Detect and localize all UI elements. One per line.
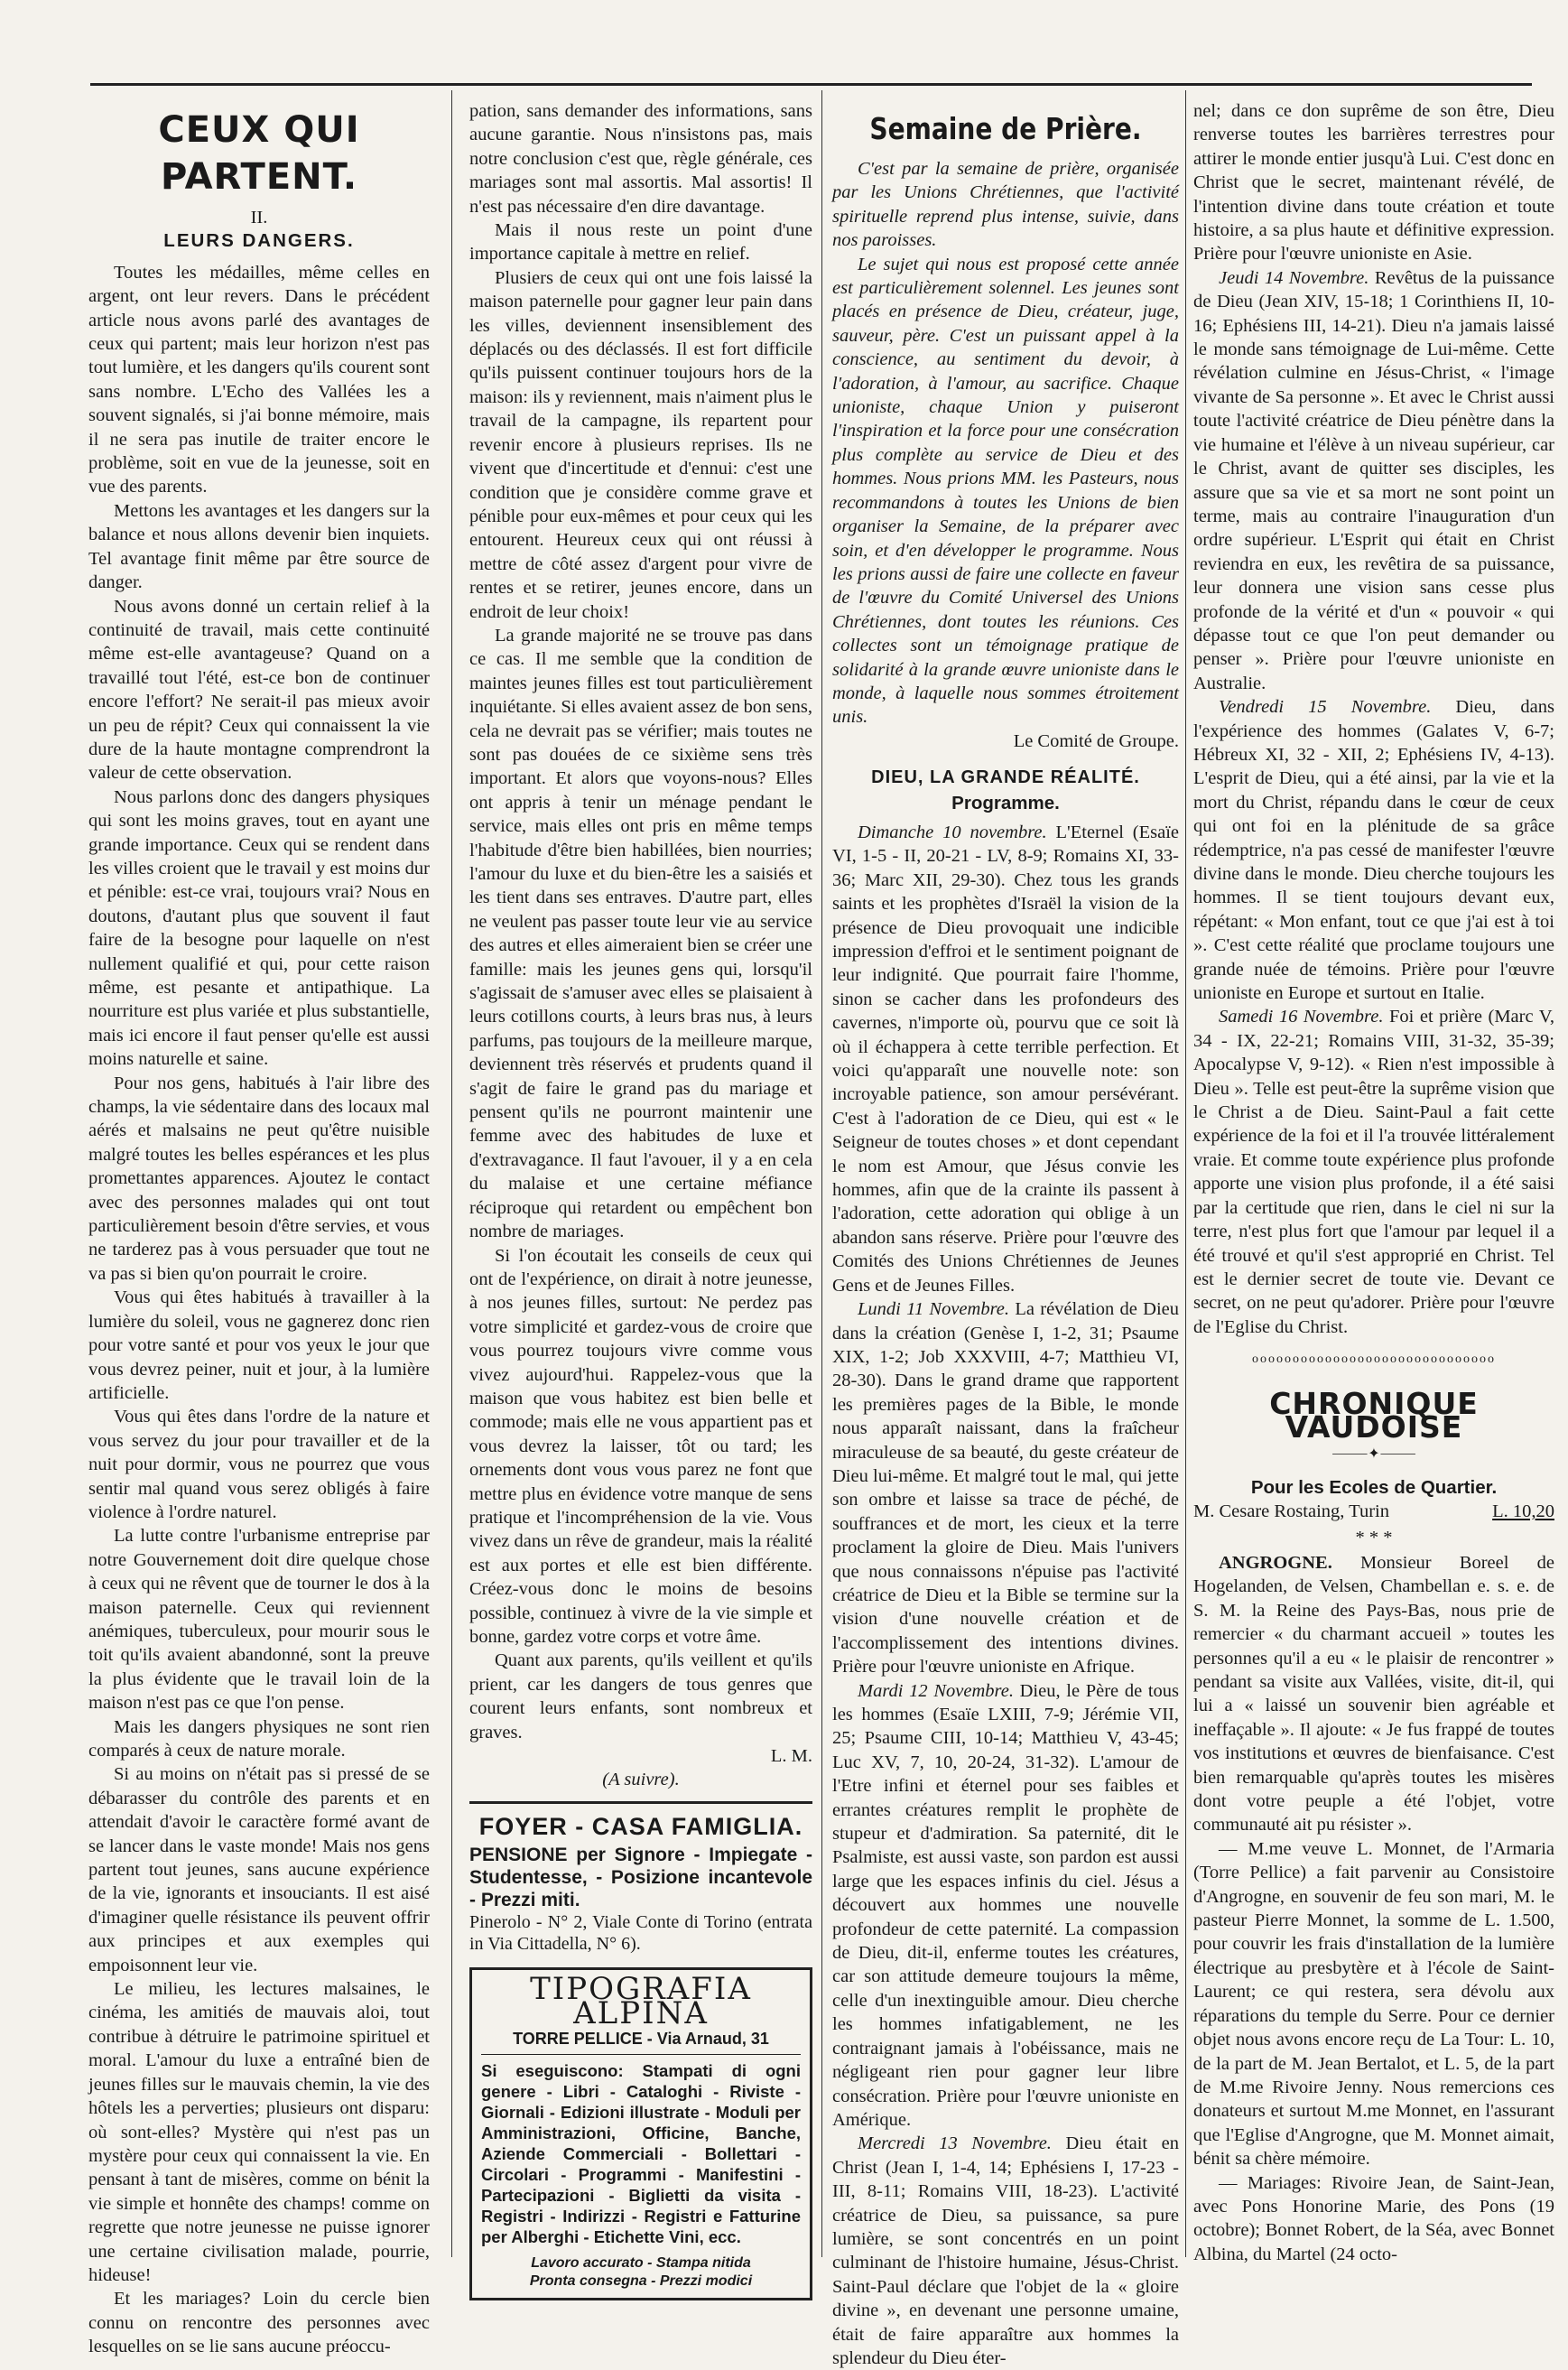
paragraph: Si l'on écoutait les conseils de ceux qui ont de l'expérience, on dirait à notre jeunesse, à nos jeunes filles, surtout: Ne perdez pas votre simplicité et gardez-vous de croire que vous pourrez toujours vivre comme vous vivez aujourd'hui. Rappelez-vous que la maison que vous habitez est bien belle et commode; mais elle ne vous appartient pas et vous devrez la laisser, tôt ou tard; les ornements dont vous vous parez ne font que mettre plus en évidence votre manque de sens pratique et l'incompréhension de la vie. Vous vivez dans un rêve de grandeur, mais la réalité est aux portes et elle est bien différente. Créez-vous donc le moins de besoins possible, continuez à vivre de la vie simple et bonne, gardez votre corps et votre âme. [469,1245,812,1647]
paragraph: Quant aux parents, qu'ils veillent et qu'ils prient, car les dangers de tous genres que courent leurs enfants, sont nombreux et graves. [469,1650,812,1743]
to-follow: (A suivre). [602,1770,680,1790]
news-text: — M.me veuve L. Monnet, de l'Armaria (Torre Pellice) a fait parvenir au Consistoire d'Angrogne, en souvenir de feu son mari, M. le pasteur Pierre Monnet, la somme de L. 1.500, pour couvrir les frais d'installation de la lumière électrique au presbytère et à l'école de Saint-Laurent; ce qui restera, sera dévolu aux réparations du temple du Serre. Pour ce dernier objet nous avons encore reçu de La Tour: L. 10, de la part de M. Jean Bertalot, et L. 5, de la part de M.me Rivoire Jenny. Nous remercions ces donateurs et surtout M.me Monnet, en l'assurant que l'Eglise d'Angrogne, que M. Monnet aimait, bénit sa chère mémoire. [1193,1838,1554,2170]
ecoles-heading: Pour les Ecoles de Quartier. [1250,1476,1498,1498]
donation-line [1193,1500,1554,1523]
paragraph: Vous qui êtes dans l'ordre de la nature et vous servez du jour pour travailler et de la nuit pour dormir, vous ne pourrez que vous sentir mal quand vous serez obligés à faire violence à l'ordre naturel. [88,1407,430,1522]
ad-tipografia-footer: Lavoro accurato - Stampa nitida [531,2255,751,2272]
column-semaine-de-priere [832,99,1180,2368]
ad-foyer-body: PENSIONE per Signore - Impiegate - Studentesse, - Posizione incantevole - Prezzi miti. [469,1845,812,1911]
paragraph: Nous parlons donc des dangers physiques qui sont les moins graves, tout en ayant une grande importance. Ceux qui se rendent dans les villes croient que le travail y est moins dur et pénible: est-ce vrai, toujours vrai? Nous en doutons, d'autant plus que souvent il faut faire de la besogne pour laquelle on n'est nullement qualifié et qui, pour cette raison même, est pesante et antipathique. La nourriture est plus variée et plus substantielle, mais ici encore il faut penser qu'elle est aussi moins naturelle et saine. [88,786,430,1070]
paragraph: Mais il nous reste un point d'une importance capitale à mettre en relief. [469,220,812,265]
program-day [1193,99,1554,266]
column-program-and-chronique [1193,99,1555,2264]
paragraph: Mais les dangers physiques ne sont rien comparés à ceux de nature morale. [88,1716,430,1761]
paragraph: Vous qui êtes habitués à travailler à la lumière du soleil, vous ne gagnerez donc rien pour votre santé et pour vos yeux le jour que vous devrez peiner, nuit et jour, à la lumière artificielle. [88,1287,430,1403]
program-label: Programme. [951,792,1060,813]
ornamental-divider: oooooooooooooooooooooooooooooo [1252,1352,1496,1367]
paragraph: Mettons les avantages et les dangers sur la balance et nous allons devenir bien inquiets. Tel avantage finit même par être source de danger. [88,500,430,593]
program-day [832,1679,1179,2133]
news-text: Monsieur Boreel de Hogelanden, de Velsen, Chambellan e. s. e. de S. M. la Reine des Pays-Bas, nous prie de remercier « du charmant accueil » toutes les personnes qu'il a eu « le plaisir de rencontrer » pendant sa visite aux Vallées, visite, dit-il, qui lui a « laissé un souvenir bien agréable et ineffaçable ». Il ajoute: « Je fus frappé de toutes vos institutions et œuvres de bienfaisance. C'est bien remarquable qu'après toutes les misères dont votre peuple a été l'objet, votre communauté ait pu résister ». [1193,1552,1554,1836]
paragraph: La grande majorité ne se trouve pas dans ce cas. Il me semble que la condition de maintes jeunes filles est tout particulièrement inquiétante. Si elles avaient assez de bon sens, cela ne devrait pas se vérifier; mais toutes ne sont pas douées de ce sixième sens très important. Et alors que voyons-nous? Elles ont appris à tenir un ménage pendant le service, mais elles ont pris en même temps l'habitude d'être bien habillées, bien nourries; l'amour du luxe et du bien-être les a saisiés et les tient dans ses entraves. D'autre part, elles ne veulent pas passer toute leur vie au service des autres et elles aimeraient bien se créer une famille: mais les jeunes gens qui, lorsqu'il s'agissait de s'amuser avec elles se plaisaient à leurs cotillons courts, à leurs bras nus, à leurs parfums, pas toujours de la meilleure marque, deviennent très réservés et prudents quand il s'agit de faire le grand pas du mariage et pensent qu'ils ne pourront maintenir une femme avec des habitudes de luxe et d'extravagance. Il faut l'avouer, il y a en cela du malaise et une certaine méfiance réciproque qui retardent ou empêchent bon nombre de mariages. [469,625,812,1242]
program-day [832,821,1179,1297]
paragraph: Et les mariages? Loin du cercle bien connu on rencontre des personnes avec lesquelles on se lie sans aucune préoccu- [88,2289,430,2357]
ad-tipografia-footer: Pronta consegna - Prezzi modici [529,2273,753,2290]
program-day [1193,695,1554,1005]
article-title: Semaine de Prière. [869,111,1142,146]
ad-foyer [469,1801,812,1955]
paragraph: La lutte contre l'urbanisme entreprise par notre Gouvernement doit dire quelque chose à ceux qui ne rêvent que de tourner le dos à la maison paternelle. Ceux qui reviennent anémiques, tuberculeux, pour mourir sous le toit qu'ils avaient abandonné, sont la preuve la plus évidente que le travail loin de la maison n'est pas ce que l'on pense. [88,1526,430,1714]
day-text: La révélation de Dieu dans la création (Genèse I, 1-2, 31; Psaume XIX, 1-2; Job XXXVIII, 4-7; Matthieu VI, 28-30). Dans le grand drame que rapportent les premières pages de la Bible, le monde nous apparaît naissant, dans la fraîcheur miraculeuse de sa beauté, du geste créateur de Dieu lui-même. Et malgré tout le mal, qui jette son ombre et laisse sa trace de péché, de souffrances et de mort, les cieux et la terre proclament la gloire de Dieu. Mais l'univers que nous connaissons n'épuise pas l'activité créatrice de Dieu et la Bible se termine sur la vision d'une nouvelle création et de l'accomplissement des intentions divines. Prière pour l'œuvre unioniste en Afrique. [832,1299,1179,1678]
program-day [832,1297,1179,1679]
day-label: Mercredi 13 Novembre. [858,2133,1052,2154]
paragraph: Si au moins on n'était pas si pressé de se débarasser du contrôle des parents et en attendait d'avoir le caractère formé avant de se lancer dans le vaste monde! Mais nos gens partent tout jeunes, sans aucune expérience de la vie, ignorants et insouciants. Il est aisé d'imaginer quelle résistance ils peuvent offrir aux principes et aux exemples qui empoisonnent leur vie. [88,1764,430,1975]
news-item [1193,1551,1554,1837]
article-title: CEUX QUI PARTENT. [158,109,360,198]
intro-paragraph: Le sujet qui nous est proposé cette année est particulièrement solennel. Les jeunes sont placés en présence de Dieu, créateur, juge, sauveur, père. C'est un puissant appel à la conscience, au sentiment du devoir, à l'adoration, à l'amour, au sacrifice. Chaque unioniste, chaque Union y puiseront l'inspiration et la force pour une consécration plus complète au service de Dieu et des hommes. Nous prions MM. les Pasteurs, nous recommandons à toutes les Unions de bien organiser la Semaine, de la préparer avec soin, et d'en développer le programme. Nous les prions aussi de faire une collecte en faveur de l'œuvre du Comité Universel des Unions Chrétiennes, dont toutes les réunions. Ces collectes sont un témoignage pratique de solidarité à la grande œuvre unioniste dans le monde, à laquelle nous sommes étroitement unis. [832,254,1179,728]
day-text: Revêtus de la puissance de Dieu (Jean XIV, 15-18; 1 Corinthiens II, 10-16; Ephésiens III, 14-21). Dieu n'a jamais laissé le monde sans témoignage de Lui-même. Cette révélation culmine en Jésus-Christ, « l'image vivante de Sa personne ». Et avec le Christ aussi toute l'activité créatrice de Dieu pénètre dans la vie humaine et l'élève à un niveau supérieur, car le Christ, avant de quitter ses disciples, les assure que sa vie et sa mort ne sont point un terme, mais au contraire l'inauguration d'un ordre supérieur. L'Esprit qui était en Christ reviendra en eux, les revêtira de sa puissance, leur donnera une vision sans cesse plus profonde de la vérité et d'un « pouvoir « qui dépasse tout ce que l'on peut demander ou penser ». Prière pour l'œuvre unioniste en Australie. [1193,267,1554,693]
column-rule [1185,90,1186,2257]
paragraph: Le milieu, les lectures malsaines, le cinéma, les amitiés de mauvais aloi, tout contribue à détruire le patrimoine spirituel et moral. L'amour du luxe a entraîné bien de jeunes filles sur le mauvais chemin, la vie des hôtels les a perverties; plusieurs ont disparu: où sont-elles? Mystère qui n'est pas un mystère pour ceux qui connaissent la vie. En pensant à tant de misères, comme on bénit la vie simple et honnête des champs! comme on regrette que notre jeunesse ne puisse ignorer une certaine civilisation malade, pourrie, hideuse! [88,1979,430,2285]
program-day [1193,266,1554,695]
ad-foyer-address: Pinerolo - N° 2, Viale Conte di Torino (entrata in Via Cittadella, N° 6). [469,1912,812,1955]
signed-by: Le Comité de Groupe. [1013,730,1179,751]
ornament: ⸻✦⸻ [1331,1446,1416,1463]
day-text: Foi et prière (Marc V, 34 - IX, 22-21; Romains VIII, 31-32, 35-39; Apocalypse V, 9-12). « Rien n'est impossible à Dieu ». Telle est peut-être la suprême vision que le Christ a de Dieu. Saint-Paul a fait cette expérience de la foi et il l'a trouvée littéralement vraie. Et comme toute expérience plus profonde apporte une vision plus profonde, il a été saisi par la certitude que rien, dans le ciel ni sur la terre, n'est plus fort que l'amour par lequel il a été trouvé et qu'il s'est approprié en Christ. Tel est le dernier secret de toute vie. Devant ce secret, on ne peut qu'adorer. Prière pour l'œuvre de l'Eglise du Christ. [1193,1007,1555,1337]
column-rule [451,90,452,2257]
day-label: Dimanche 10 novembre. [858,822,1047,842]
ad-tipografia-body: Si eseguiscono: Stampati di ogni genere - Libri - Cataloghi - Riviste - Giornali - Edizioni illustrate - Moduli per Amministrazioni, Officine, Banche, Aziende Commerciali - Bollettari - Circolari - Programmi - Manifestini - Partecipazioni - Biglietti da visita - Registri - Indirizzi - Registri e Fatturine per Alberghi - Etichette Vini, ecc. [481,2061,801,2247]
day-label: Lundi 11 Novembre. [858,1299,1010,1320]
intro-paragraph: C'est par la semaine de prière, organisée par les Unions Chrétiennes, que l'activité spirituelle reprend plus intense, suivie, dans nos paroisses. [832,159,1179,251]
program-heading: DIEU, LA GRANDE RÉALITÉ. [871,767,1140,788]
paragraph: Plusiers de ceux qui ont une fois laissé la maison paternelle pour gagner leur pain dans les villes, deviennent insensiblement des déplacés ou des déclassés. Il est fort difficile qu'ils puissent continuer toujours hors de la maison: ils y reviennent, mais n'aiment plus le travail de la campagne, ils repartent pour revenir encore à plusieurs reprises. Ils ne vivent que d'incertitude et d'ennui: c'est une condition que je considère comme grave et pénible pour eux-mêmes et pour ceux qui les entourent. Heureux ceux qui ont réussi à mettre de côté assez d'argent pour vivre de rentes et se retirer, jeunes encore, dans un endroit de leur choix! [469,267,812,622]
day-text: nel; dans ce don suprême de son être, Dieu renverse toutes les barrières terrestres pour attirer le monde entier jusqu'à Lui. C'est donc en Christ que le secret, maintenant révélé, de l'intention divine dans toute création et toute histoire, a sa plus haute et définitive expression. Prière pour l'œuvre unioniste en Asie. [1193,101,1554,265]
day-text: Dieu était en Christ (Jean I, 1-4, 14; Ephésiens I, 17-23 - III, 8-11; Romains VIII, 18-23). L'activité créatrice de Dieu, sa puissance, sa pure lumière, se sont concentrés en un point culminant de l'histoire humaine, Jésus-Christ. Saint-Paul déclare que l'objet de la « gloire divine », en devenant une personne umaine, était de faire apparaître aux hommes la splendeur du Dieu éter- [832,2133,1180,2368]
column-ceux-qui-partent [88,99,430,2357]
news-item [1193,2171,1554,2267]
news-place: ANGROGNE. [1219,1552,1332,1573]
donation-amount: L. 10,20 [1492,1501,1554,1522]
chronique-title: CHRONIQUE VAUDOISE [1269,1385,1479,1445]
day-label: Samedi 16 Novembre. [1219,1007,1384,1027]
paragraph: Toutes les médailles, même celles en argent, ont leur revers. Dans le précédent article nous avons parlé des avantages de ceux qui partent; mais leur horizon n'est pas tout lumière, et les dangers qu'ils courent sont sans nombre. L'Echo des Vallées les a souvent signalés, si j'ai bonne mémoire, mais il ne sera pas inutile de traiter encore le problème, soit en vue de la jeunesse, soit en vue des parents. [88,262,430,497]
top-rule [90,83,1532,86]
day-text: Dieu, dans l'expérience des hommes (Galates V, 6-7; Hébreux XI, 32 - XII, 2; Ephésiens IV, 4-13). L'esprit de Dieu, qui a été ainsi, par la vie et la mort du Christ, répandu dans le cœur de ceux qui ont foi en la plénitude de sa grâce rédemptrice, n'a pas cessé de manifester l'œuvre divine dans le monde. Dieu cherche toujours les hommes. Il se tient toujours devant eux, répétant: « Mon enfant, tout ce que j'ai est à toi ». C'est cette réalité que proclame toujours une grande nuée de témoins. Prière pour l'œuvre unioniste en Europe et surtout en Italie. [1193,697,1555,1004]
column-rule [821,90,822,2257]
paragraph: Nous avons donné un certain relief à la continuité de travail, mais cette continuité même est-elle avantageuse? Quand on a travaillé tout l'été, est-ce bon de continuer encore l'effort? Ne serait-il pas mieux avoir un peu de répit? Ceux qui connaissent la vie dure de la haute montagne comprendront la valeur de cette observation. [88,596,430,784]
ad-tipografia [469,1967,812,2300]
ad-foyer-title: FOYER - CASA FAMIGLIA. [478,1812,803,1840]
ad-tipografia-title: TIPOGRAFIA ALPINA [530,1971,752,2031]
day-label: Mardi 12 Novembre. [858,1680,1014,1701]
section-stars: * * * [1355,1527,1393,1547]
ad-tipografia-location: TORRE PELLICE - Via Arnaud, 31 [481,2027,801,2055]
day-label: Vendredi 15 Novembre. [1219,697,1432,718]
column-article-continued [469,99,812,2290]
program-day [832,2132,1179,2370]
article-subtitle: LEURS DANGERS. [163,230,355,252]
news-text: — Mariages: Rivoire Jean, de Saint-Jean, avec Pons Honorine Marie, des Pons (19 octobre); Bonnet Robert, de la Séa, avec Bonnet Albina, du Martel (24 octo- [1193,2172,1554,2264]
day-text: L'Eternel (Esaïe VI, 1-5 - II, 20-21 - LV, 8-9; Romains XI, 33-36; Marc XII, 29-30). Chez tous les grands saints et les prophètes d'Israël la vision de la présence de Dieu provoquait une indicible impression d'effroi et le sentiment poignant de leur indignité. Que pourrait faire l'homme, sinon se cacher dans les profondeurs des cavernes, n'importe où, pourvu que ce soit là où il échappera à cette terrible perfection. Et voici qu'apparaît une nouvelle note: son incroyable patience, son amour persévérant. C'est à l'adoration de ce Dieu, qui est « le Seigneur de toutes choses » et dont cependant le nom est Amour, que Jésus convie les hommes, afin que de la crainte ils passent à l'adoration, cette adoration qui oblige à un abandon sans réserve. Prière pour l'œuvre des Comités des Unions Chrétiennes de Jeunes Gens et de Jeunes Filles. [832,822,1179,1296]
article-number: II. [250,208,268,228]
news-item [1193,1837,1554,2171]
paragraph: Pour nos gens, habitués à l'air libre des champs, la vie sédentaire dans des locaux mal aérés et malsains ne peut qu'être nuisible malgré toutes les belles espérances et les plus promettantes apparences. Ajoutez le contact avec des personnes malades qui ont tout particulièrement besoin d'être servies, et vous ne tarderez pas à vous persuader que tout ne va pas si bien qu'on pourrait le croire. [88,1073,430,1284]
donor-name: M. Cesare Rostaing, Turin [1193,1501,1389,1522]
day-label: Jeudi 14 Novembre. [1219,267,1369,288]
paragraph: pation, sans demander des informations, sans aucune garantie. Nous n'insistons pas, mais notre conclusion c'est que, règle générale, ces mariages sont mal assortis. Mal assortis! Il n'est pas nécessaire d'en dire davantage. [469,101,812,217]
program-day [1193,1005,1554,1339]
signature: L. M. [770,1746,812,1767]
day-text: Dieu, le Père de tous les hommes (Esaïe LXIII, 7-9; Jérémie VII, 25; Psaume CIII, 10-14; Matthieu V, 43-45; Luc XV, 7, 10, 20-24, 31-32). L'amour de l'Etre infini et éternel pour ses faibles et errantes créatures remplit le prophète de stupeur et d'admiration. Sa paternité, dit le Psalmiste, est aussi vaste, son pardon est aussi large que les espaces infinis du ciel. Jésus a découvert aux hommes une nouvelle profondeur de cette paternité. La compassion de Dieu, dit-il, enferme toutes les créatures, car son attitude demeure toujours la même, celle d'un inextinguible amour. Dieu cherche les hommes infatigablement, ne les contraignant jamais à l'obéissance, mais ne négligeant rien pour gagner leur libre consécration. Prière pour l'œuvre unioniste en Amérique. [832,1680,1180,2130]
